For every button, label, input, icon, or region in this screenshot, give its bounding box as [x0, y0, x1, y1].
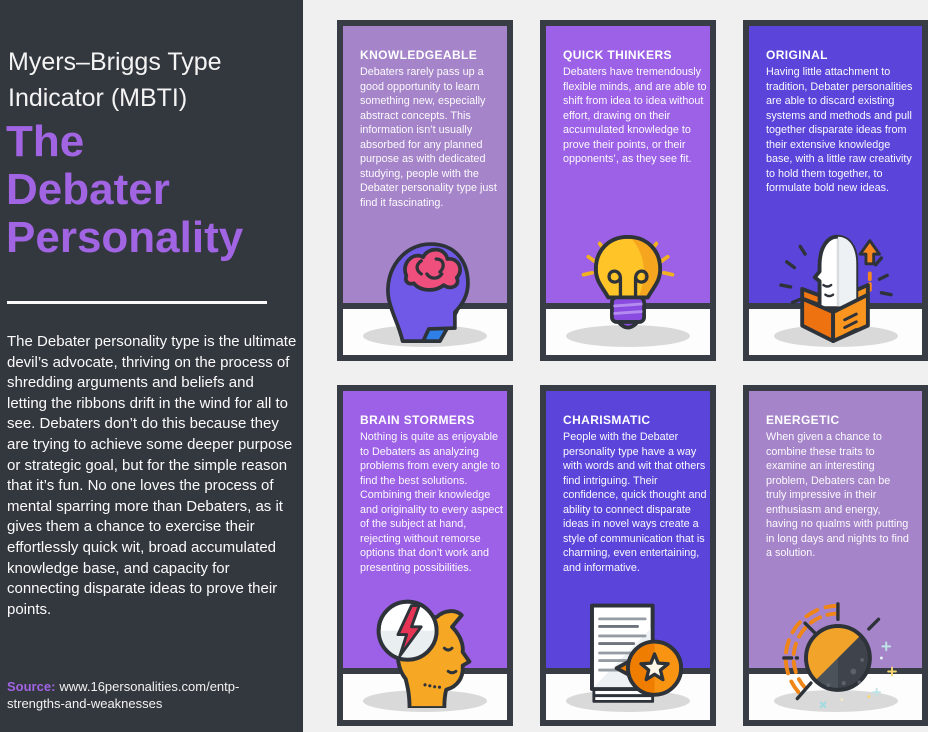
- sidebar: [0, 0, 303, 732]
- card-body: Debaters rarely pass up a good opportunity to learn something new, especially abstract concepts. This information isn’t usually absorbed for any planned purpose as with dedicated studying, people with the Debater personality type just find it fascinating.: [360, 66, 497, 209]
- card-title: KNOWLEDGEABLE: [360, 48, 478, 62]
- card-title: CHARISMATIC: [563, 413, 651, 427]
- source-url: www.16personalities.com/entp-strengths-and-weaknesses: [7, 679, 240, 711]
- card-title: ENERGETIC: [766, 413, 840, 427]
- cards-grid: [337, 20, 928, 726]
- lightbulb-illustration: [576, 231, 680, 343]
- divider-rule: [7, 301, 267, 304]
- card-title: QUICK THINKERS: [563, 48, 672, 62]
- card-bottom: [343, 309, 507, 355]
- source-line: [7, 678, 289, 712]
- kicker-heading: Myers–Briggs Type Indicator (MBTI): [8, 48, 222, 112]
- card-body: Nothing is quite as enjoyable to Debaters as analyzing problems from every angle to find the best solutions. Combining their knowledge and originality to every aspect of the subject at hand, rejecting without remorse options that don’t work and presenting possibilities.: [360, 431, 503, 574]
- sun-moon-illustration: [768, 600, 904, 714]
- card-bottom: [749, 674, 922, 720]
- card-energetic: [743, 385, 928, 726]
- intro-paragraph: The Debater personality type is the ultimate devil’s advocate, thriving on the process of shredding arguments and beliefs and letting the ribbons drift in the wind for all to see. Debaters don’t do this because they are trying to achieve some deeper purpose or strategic goal, but for the simple reason that it’s fun. No one loves the process of mental sparring more than Debaters, as it gives them a chance to exercise their effortlessly quick wit, broad accumulated knowledge base, and capacity for connecting disparate ideas to prove their points.: [7, 333, 297, 618]
- card-charismatic: [540, 385, 716, 726]
- card-original: [743, 20, 928, 361]
- card-bottom: [749, 309, 922, 355]
- card-quick-thinkers: [540, 20, 716, 361]
- card-brain-stormers: [337, 385, 513, 726]
- card-body: When given a chance to combine these traits to examine an interesting problem, Debaters can be truly impressive in their enthusiasm and energy, having no qualms with putting in long days and nights to find a solution.: [766, 431, 909, 559]
- document-with-star-illustration: [567, 598, 689, 708]
- page-title: The Debater Personality: [6, 117, 244, 262]
- card-bottom: [343, 674, 507, 720]
- card-bottom: [546, 674, 710, 720]
- card-body: Debaters have tremendously flexible minds, and are able to shift from idea to idea without effort, drawing on their accumulated knowledge to prove their points, or their opponents’, as they see fit.: [563, 66, 707, 165]
- head-with-lightning-illustration: [370, 594, 480, 708]
- source-label: Source:: [7, 679, 56, 694]
- card-body: Having little attachment to tradition, Debater personalities are able to discard existing systems and methods and pull together disparate ideas from their extensive knowledge base, with a little raw creativity to hold them together, to formulate bold new ideas.: [766, 66, 913, 194]
- card-title: BRAIN STORMERS: [360, 413, 475, 427]
- card-bottom: [546, 309, 710, 355]
- head-with-brain-illustration: [369, 231, 481, 343]
- head-out-of-box-illustration: [773, 229, 899, 343]
- card-knowledgeable: [337, 20, 513, 361]
- card-body: People with the Debater personality type have a way with words and wit that others find intriguing. Their confidence, quick thought and ability to connect disparate ideas in novel ways create a style of communication that is charming, even entertaining, and informative.: [563, 431, 707, 574]
- card-title: ORIGINAL: [766, 48, 828, 62]
